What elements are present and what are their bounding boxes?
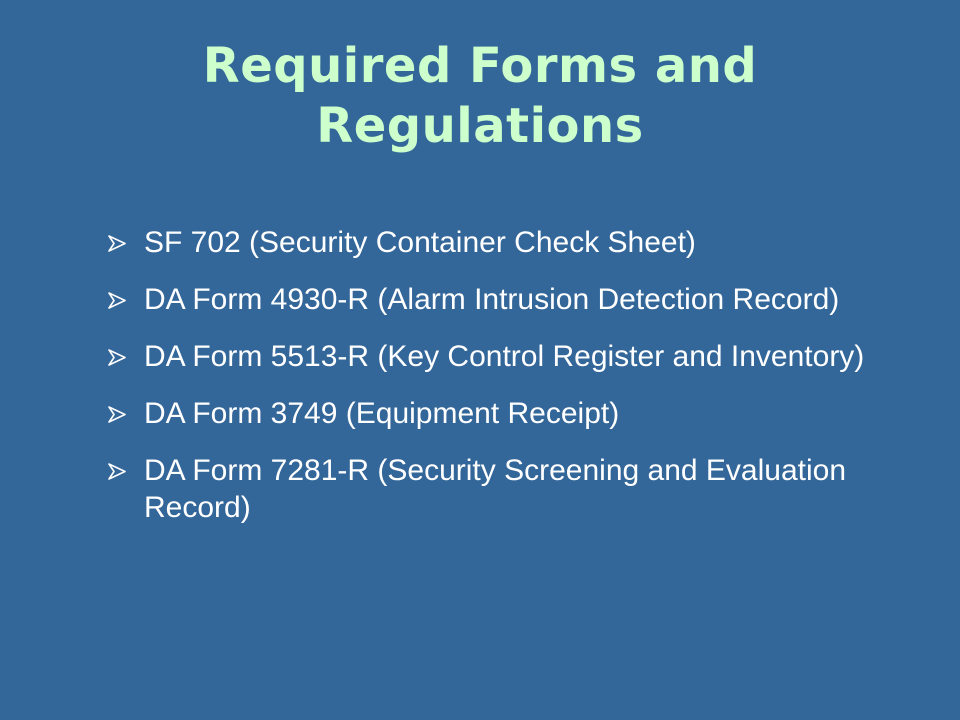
bullet-item — [106, 452, 876, 526]
bullet-item — [106, 338, 876, 375]
bullet-item — [106, 281, 876, 318]
bullet-text: DA Form 4930-R (Alarm Intrusion Detection Record) — [144, 283, 840, 316]
arrowhead-bullet-icon — [108, 349, 127, 366]
slide-title: Required Forms and Regulations — [202, 38, 758, 154]
bullet-text: DA Form 3749 (Equipment Receipt) — [144, 397, 620, 430]
arrowhead-bullet-icon — [108, 463, 127, 480]
arrowhead-bullet-icon — [108, 406, 127, 423]
arrowhead-bullet-icon — [108, 292, 127, 309]
bullet-item — [106, 224, 876, 261]
bullet-text: DA Form 7281-R (Security Screening and Evaluation Record) — [144, 454, 847, 524]
bullet-item — [106, 395, 876, 432]
bullet-text: DA Form 5513-R (Key Control Register and Inventory) — [144, 340, 865, 373]
arrowhead-bullet-icon — [108, 235, 127, 252]
bullet-text: SF 702 (Security Container Check Sheet) — [144, 226, 696, 259]
bullet-list — [106, 224, 876, 546]
